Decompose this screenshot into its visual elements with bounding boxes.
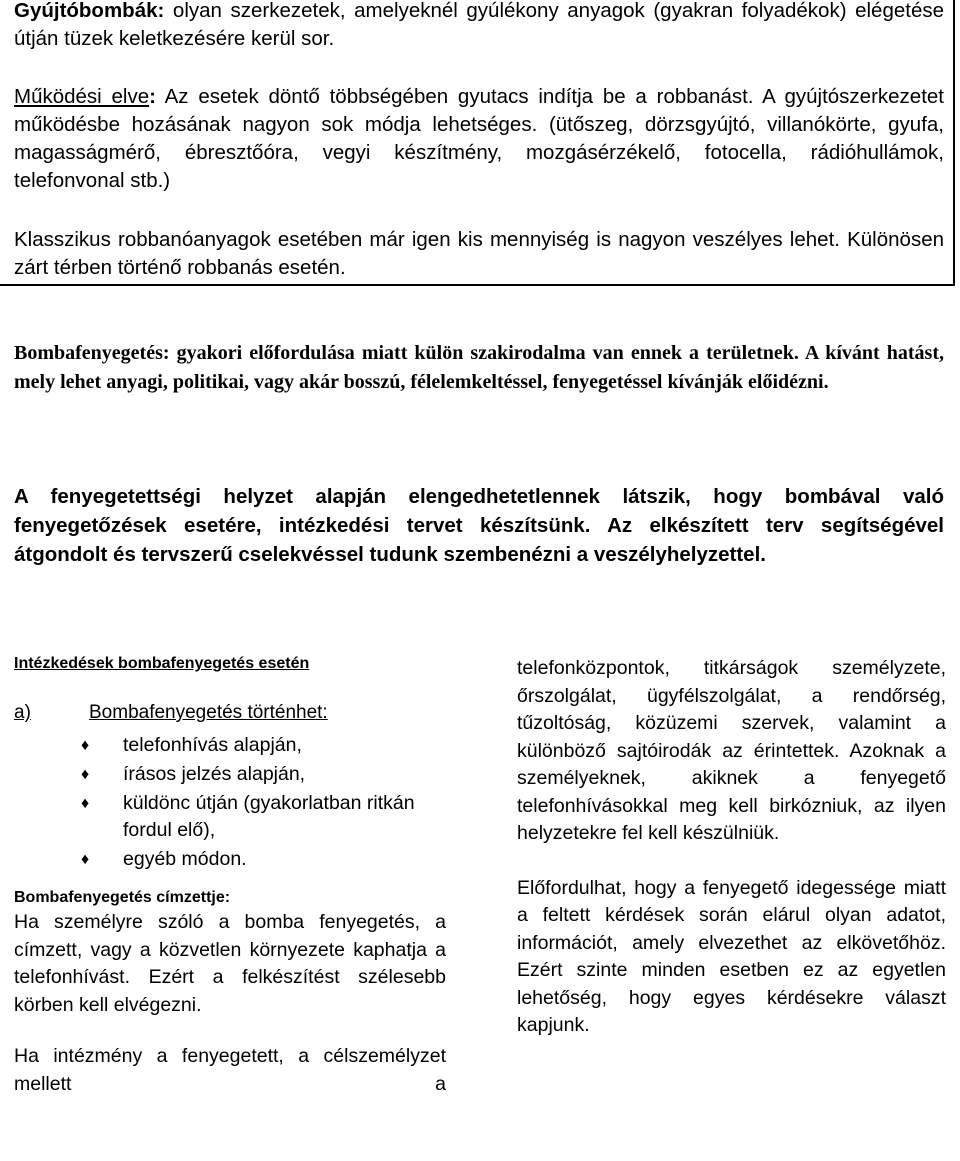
cimzett-heading: Bombafenyegetés címzettje:: [14, 889, 231, 906]
box-paragraph-1-text: olyan szerkezetek, amelyeknél gyúlékony anyagok (gyakran folyadékok) elégetése útján tüzek keletkezésére kerül sor.: [14, 0, 944, 50]
box-paragraph-1: [14, 0, 944, 53]
intezkedesek-heading: Intézkedések bombafenyegetés esetén: [14, 655, 310, 672]
intezmeny-paragraph: Ha intézmény a fenyegetett, a célszemélyzet mellett a: [14, 1045, 446, 1095]
term-gyujtobombak: Gyújtóbombák:: [14, 0, 165, 22]
box-paragraph-2: [14, 83, 944, 195]
right-paragraph-2: Előfordulhat, hogy a fenyegető idegessége miatt a feltett kérdések során elárul olyan adatot, információt, amely elvezethet az elkövetőhöz. Ezért szinte minden esetben ez az egyetlen lehetőség, hogy egyes kérdésekre választ kapjunk.: [517, 876, 946, 1036]
diamond-bullet-icon: ♦: [81, 766, 90, 783]
list-item: ♦ írásos jelzés alapján,: [14, 761, 446, 788]
box-paragraph-3: Klasszikus robbanóanyagok esetében már igen kis mennyiség is nagyon veszélyes lehet. Különösen zárt térben történő robbanás esetén.: [14, 228, 944, 279]
diamond-bullet-icon: ♦: [81, 737, 90, 754]
diamond-bullet-icon: ♦: [81, 795, 90, 812]
term-colon: :: [149, 85, 156, 108]
term-mukodesi-elve: Működési elve: [14, 85, 150, 108]
right-column: [517, 655, 946, 1040]
item-a-label: a): [14, 702, 31, 723]
list-item: ♦ egyéb módon.: [14, 846, 446, 873]
right-paragraph-1: telefonközpontok, titkárságok személyzete, őrszolgálat, ügyfélszolgálat, a rendőrség, tűzoltóság, közüzemi szervek, valamint a különböző sajtóirodák az érintettek. Azoknak a személyeknek, akiknek a fenyegető telefonhívásokkal meg kell birkózniuk, az ilyen helyzetekre fel kell készülniük.: [517, 657, 946, 844]
list-item: ♦ küldönc útján (gyakorlatban ritkán fordul elő),: [14, 790, 446, 844]
item-a-text: Bombafenyegetés történhet:: [89, 702, 328, 723]
cimzett-paragraph: Ha személyre szóló a bomba fenyegetés, a címzett, vagy a közvetlen környezete kaphatja a telefonhívást. Ezért a felkészítést szélesebb körben kell elvégezni.: [14, 911, 446, 1016]
item-a: [14, 699, 446, 726]
bombafenyegetes-paragraph: Bombafenyegetés: gyakori előfordulása miatt külön szakirodalma van ennek a területnek. A kívánt hatást, mely lehet anyagi, politikai, vagy akár bosszú, félelemkeltéssel, fenyegetéssel kívánják előidézni.: [14, 342, 944, 393]
list-item: ♦ telefonhívás alapján,: [14, 732, 446, 759]
diamond-bullet-icon: ♦: [81, 851, 90, 868]
threat-method-list: [14, 732, 446, 873]
left-column: [14, 650, 446, 1098]
box-paragraph-2-text: Az esetek döntő többségében gyutacs indítja be a robbanást. A gyújtószerkezetet működésbe hozásának nagyon sok módja lehetséges. (ütőszeg, dörzsgyújtó, villanókörte, gyufa, magasságmérő, ébresztőóra, vegyi készítmény, mozgásérzékelő, fotocella, rádióhullámok, telefonvonal stb.): [14, 85, 944, 192]
fenyegetettseg-paragraph: A fenyegetettségi helyzet alapján elengedhetetlennek látszik, hogy bombával való fenyegetőzések esetére, intézkedési tervet készítsünk. Az elkészített terv segítségével átgondolt és tervszerű cselekvéssel tudunk szembenézni a veszélyhelyzettel.: [14, 485, 944, 566]
